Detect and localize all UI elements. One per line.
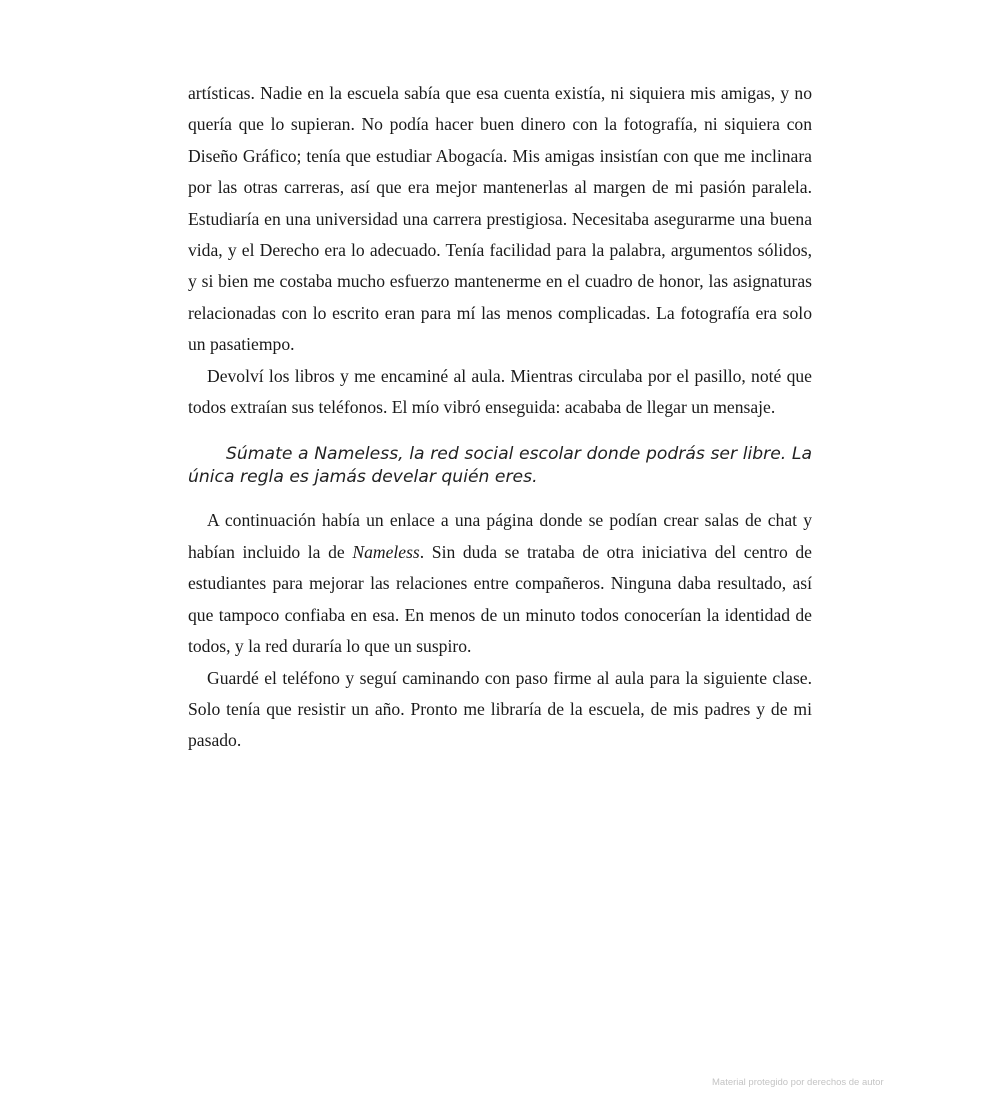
paragraph-link-after: . Sin duda se trataba de otra iniciativa del centro de estudiantes para mejorar las relaciones entre compañeros. Ninguna daba resultado, así que tampoco confiaba en esa. En menos de un minuto todos conocerían la identidad de todos, y la red duraría lo que un suspiro. — [188, 541, 812, 657]
paragraph-final: Guardé el teléfono y seguí caminando con paso firme al aula para la siguiente clase. Solo tenía que resistir un año. Pronto me libraría de la escuela, de mis padres y de mi pasado. — [188, 667, 812, 751]
nameless-message: Súmate a Nameless, la red social escolar donde podrás ser libre. La única regla es jamás develar quién eres. — [188, 444, 812, 488]
paragraph-link-before: A continuación había un enlace a una página donde se podían crear salas de chat y habían incluido la de — [188, 510, 812, 562]
book-page — [188, 78, 812, 757]
copyright-watermark: Material protegido por derechos de autor — [712, 1077, 884, 1088]
paragraph-return-books: Devolví los libros y me encaminé al aula. Mientras circulaba por el pasillo, noté que todos extraían sus teléfonos. El mío vibró enseguida: acababa de llegar un mensaje. — [188, 365, 812, 418]
nameless-italic: Nameless — [352, 541, 420, 562]
paragraph-link — [188, 505, 812, 662]
paragraph-continuation: artísticas. Nadie en la escuela sabía que esa cuenta existía, ni siquiera mis amigas, y no quería que lo supieran. No podía hacer buen dinero con la fotografía, ni siquiera con Diseño Gráfico; tenía que estudiar Abogacía. Mis amigas insistían con que me inclinara por las otras carreras, así que era mejor mantenerlas al margen de mi pasión paralela. Estudiaría en una universidad una carrera prestigiosa. Necesitaba asegurarme una buena vida, y el Derecho era lo adecuado. Tenía facilidad para la palabra, argumentos sólidos, y si bien me costaba mucho esfuerzo mantenerme en el cuadro de honor, las asignaturas relacionadas con lo escrito eran para mí las menos complicadas. La fotografía era solo un pasatiempo. — [188, 83, 812, 355]
